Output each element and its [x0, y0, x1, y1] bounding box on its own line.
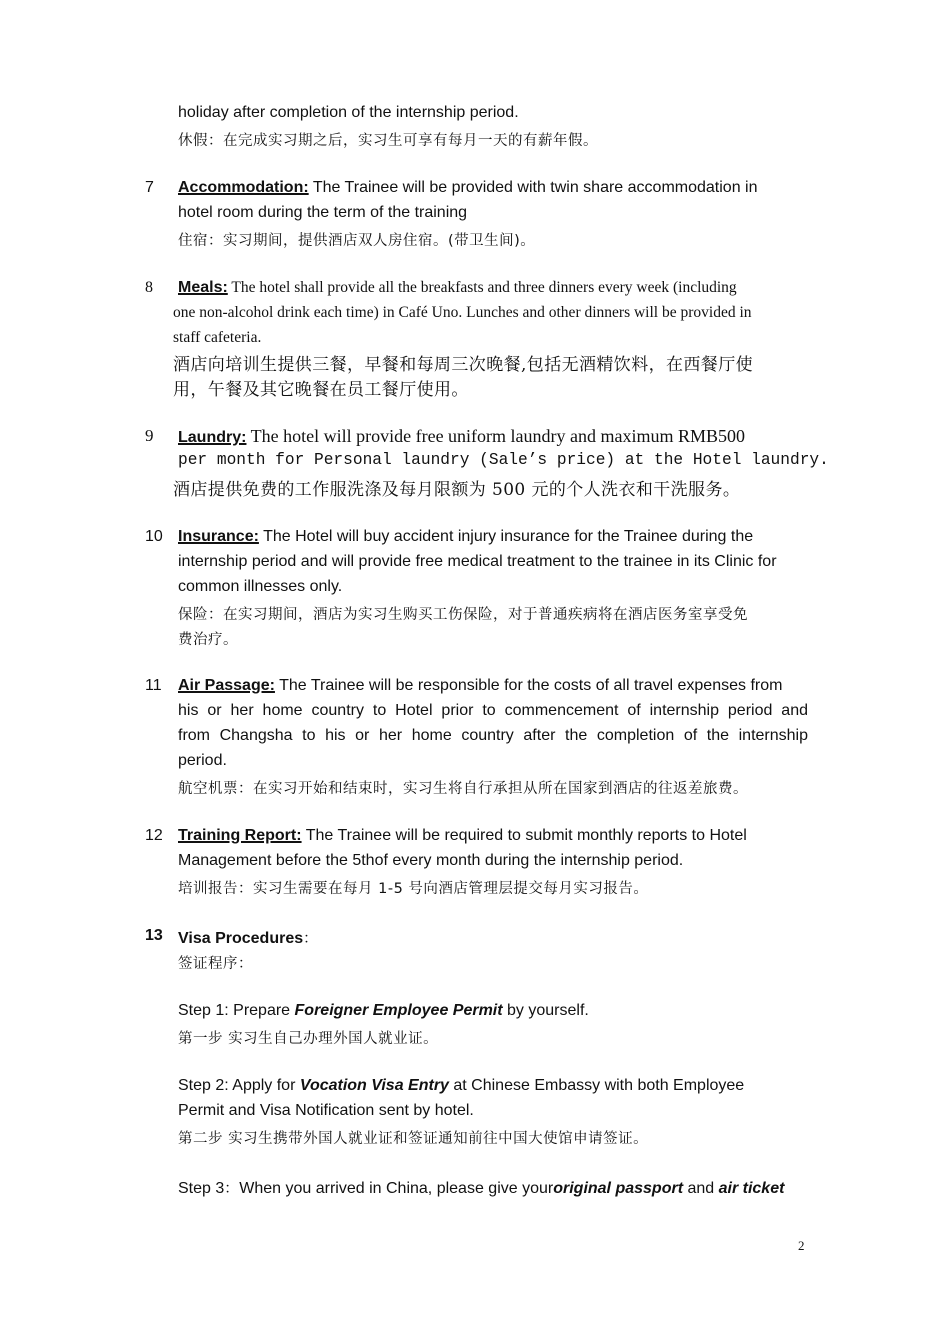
item-heading: Meals:	[178, 279, 228, 296]
item-number: 8	[145, 279, 153, 296]
item-text-zh: 酒店提供免费的工作服洗涤及每月限额为 500 元的个人洗衣和干洗服务。	[173, 480, 741, 500]
item-text: staff cafeteria.	[173, 329, 262, 346]
item-text: one non-alcohol drink each time) in Café Uno. Lunches and other dinners will be provided in	[173, 304, 752, 321]
item-text: internship period and will provide free medical treatment to the trainee in its Clinic for	[178, 553, 777, 570]
item-heading: Training Report:	[178, 827, 302, 844]
step-text: When you arrived in China, please give your	[239, 1180, 554, 1197]
intro-text: holiday after completion of the internship period.	[178, 104, 519, 121]
step-emphasis: original passport	[553, 1180, 684, 1197]
item-heading: Accommodation:	[178, 179, 309, 196]
item-number: 12	[145, 827, 163, 844]
item-number: 9	[145, 426, 154, 445]
step-emphasis: Vocation Visa Entry	[299, 1077, 449, 1094]
visa-step-1	[178, 1002, 589, 1020]
item-heading: Air Passage:	[178, 677, 275, 694]
step-text: at Chinese Embassy with both Employee	[448, 1077, 745, 1094]
item-text-zh: 费治疗。	[178, 632, 238, 648]
visa-step-3	[178, 1177, 784, 1198]
item-heading-colon: ：	[303, 931, 319, 947]
step-text: Permit and Visa Notification sent by hotel.	[178, 1102, 474, 1119]
item-text-zh: 酒店向培训生提供三餐，早餐和每周三次晚餐,包括无酒精饮料，在西餐厅使	[173, 355, 754, 375]
item-text: common illnesses only.	[178, 578, 343, 595]
item-number: 11	[145, 677, 162, 694]
item-text-zh: 航空机票：在实习开始和结束时，实习生将自行承担从所在国家到酒店的往返差旅费。	[178, 781, 748, 797]
item-text: The Hotel will buy accident injury insurance for the Trainee during the	[258, 528, 754, 545]
item-text: The Trainee will be provided with twin share accommodation in	[308, 179, 758, 196]
item-text: The Trainee will be required to submit monthly reports to Hotel	[301, 827, 747, 844]
item-text-zh: 培训报告：实习生需要在每月 1-5 号向酒店管理层提交每月实习报告。	[178, 881, 649, 897]
page-number: 2	[798, 1238, 805, 1253]
item-text: Management before the 5thof every month during the internship period.	[178, 852, 684, 869]
item-text: The hotel will provide free uniform laundry and maximum RMB500	[246, 426, 746, 446]
step-text: and	[683, 1180, 719, 1197]
item-heading: Visa Procedures	[178, 930, 304, 947]
item-visa-procedures	[178, 927, 318, 948]
item-number: 10	[145, 528, 163, 545]
item-text: The hotel shall provide all the breakfasts and three dinners every week (including	[227, 279, 737, 296]
visa-step-2	[178, 1077, 744, 1095]
step-text: Step 2: Apply for	[178, 1077, 300, 1094]
step-text-zh: 第一步 实习生自己办理外国人就业证。	[178, 1031, 439, 1047]
item-air-passage	[178, 677, 782, 695]
item-insurance	[178, 528, 753, 546]
item-text: The Trainee will be responsible for the costs of all travel expenses from	[274, 677, 783, 694]
step-emphasis: Foreigner Employee Permit	[294, 1002, 503, 1019]
item-laundry	[178, 426, 745, 447]
step-text-zh: 第二步 实习生携带外国人就业证和签证通知前往中国大使馆申请签证。	[178, 1131, 649, 1147]
item-text-zh: 保险：在实习期间，酒店为实习生购买工伤保险，对于普通疾病将在酒店医务室享受免	[178, 607, 748, 623]
item-text: from Changsha to his or her home country after the completion of the internship	[178, 727, 808, 744]
item-number: 7	[145, 179, 154, 196]
item-text: per month for Personal laundry (Sale’s price) at the Hotel laundry.	[178, 451, 829, 469]
item-meals	[178, 279, 737, 297]
item-heading: Laundry:	[178, 429, 247, 446]
item-text-zh: 签证程序：	[178, 956, 253, 972]
item-number: 13	[145, 927, 163, 944]
item-text: period.	[178, 752, 227, 769]
item-text-zh: 住宿：实习期间，提供酒店双人房住宿。(带卫生间)。	[178, 233, 536, 249]
step-text: Step 3	[178, 1180, 225, 1197]
item-heading: Insurance:	[178, 528, 259, 545]
item-text: hotel room during the term of the training	[178, 204, 468, 221]
step-emphasis: air ticket	[718, 1180, 785, 1197]
item-accommodation	[178, 179, 758, 197]
intro-text-zh: 休假：在完成实习期之后，实习生可享有每月一天的有薪年假。	[178, 133, 598, 149]
item-text-zh: 用，午餐及其它晚餐在员工餐厅使用。	[173, 380, 469, 400]
step-text: by yourself.	[502, 1002, 589, 1019]
step-text: Step 1: Prepare	[178, 1002, 295, 1019]
item-text: his or her home country to Hotel prior to commencement of internship period and	[178, 702, 808, 719]
step-colon: ：	[224, 1181, 240, 1197]
item-training-report	[178, 827, 747, 845]
